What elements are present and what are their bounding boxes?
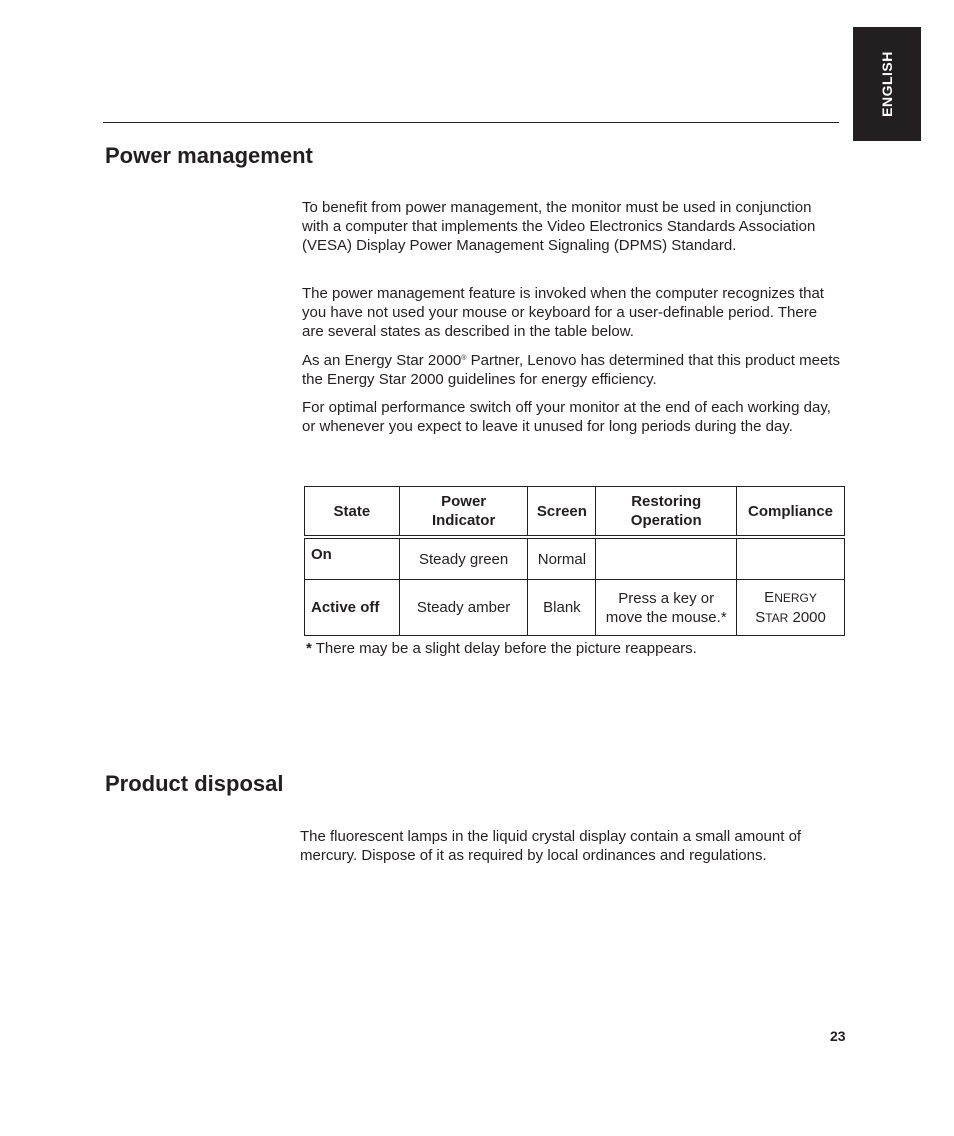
registered-mark: ®: [461, 355, 467, 362]
energy-star-text-2: Partner, Lenovo has determined that this product meets the Energy Star 2000 guidelines for energy efficiency.: [302, 352, 840, 388]
language-tab-label: ENGLISH: [879, 51, 895, 117]
state-cell: On: [305, 539, 400, 580]
footnote-text: There may be a slight delay before the picture reappears.: [311, 640, 697, 657]
page-number: 23: [830, 1028, 846, 1044]
paragraph-energy-star: [302, 351, 842, 389]
header-restoring-operation: Restoring Operation: [596, 487, 737, 536]
compliance-cell: [737, 539, 845, 580]
header-state: State: [305, 487, 400, 536]
restoring-cell: [596, 539, 737, 580]
restoring-cell: Press a key or move the mouse.*: [596, 580, 737, 636]
header-rule: [103, 122, 839, 123]
header-power-indicator: Power Indicator: [399, 487, 528, 536]
screen-cell: Blank: [528, 580, 596, 636]
paragraph-disposal: The fluorescent lamps in the liquid crystal display contain a small amount of mercury. Dispose of it as required by local ordinances and regulations.: [300, 828, 802, 864]
paragraph-vesa: To benefit from power management, the monitor must be used in conjunction with a computer that implements the Video Electronics Standards Association (VESA) Display Power Management Signaling (DPMS) Standard.: [302, 199, 816, 254]
table-footnote: [306, 640, 697, 657]
screen-cell: Normal: [528, 539, 596, 580]
power-states-table: [304, 486, 845, 636]
header-compliance: Compliance: [737, 487, 845, 536]
state-cell: Active off: [305, 580, 400, 636]
language-tab: [853, 27, 921, 141]
table-row: [305, 580, 845, 636]
paragraph-feature: The power management feature is invoked when the computer recognizes that you have not used your mouse or keyboard for a user-definable period. There are several states as described in the table below.: [302, 285, 824, 340]
table-header-row: [305, 487, 845, 536]
header-screen: Screen: [528, 487, 596, 536]
power-management-heading: Power management: [105, 143, 313, 168]
energy-star-text-1: As an Energy Star 2000: [302, 352, 462, 369]
compliance-cell: ENERGY STAR 2000: [737, 580, 845, 636]
indicator-cell: Steady green: [399, 539, 528, 580]
footnote-mark: *: [306, 640, 312, 657]
indicator-cell: Steady amber: [399, 580, 528, 636]
table-row: [305, 539, 845, 580]
paragraph-performance: For optimal performance switch off your monitor at the end of each working day, or whenever you expect to leave it unused for long periods during the day.: [302, 399, 831, 435]
product-disposal-heading: Product disposal: [105, 771, 284, 796]
